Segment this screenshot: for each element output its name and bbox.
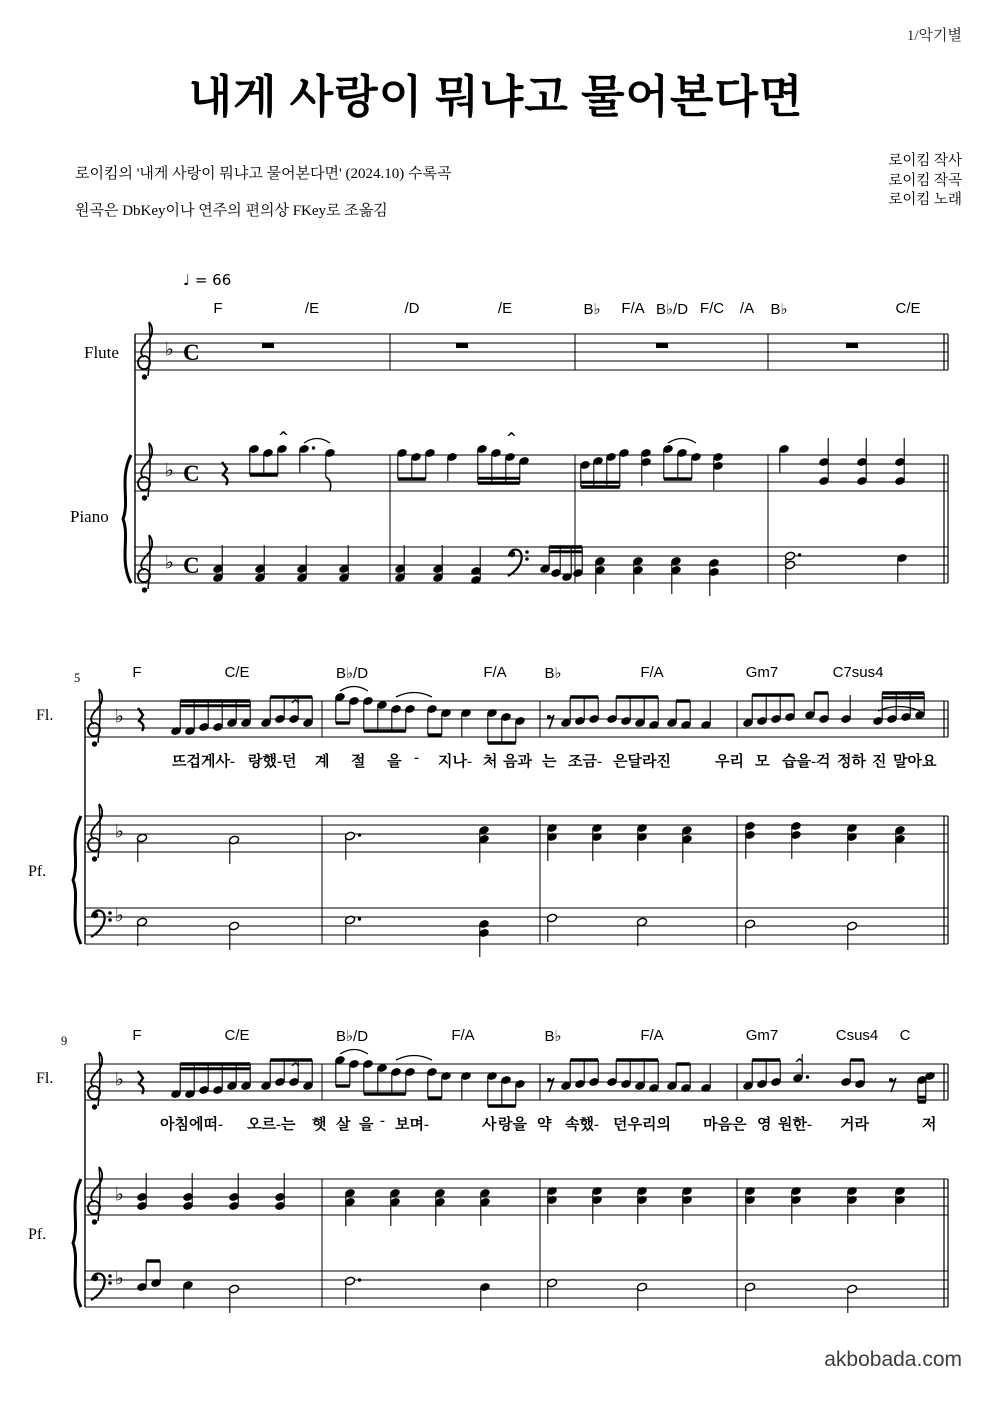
svg-text:♭: ♭ (115, 705, 124, 728)
bass-clef-icon (91, 1273, 112, 1300)
chord-symbol: F/A (483, 664, 507, 681)
lyric-syllable: - (380, 1113, 385, 1129)
system (123, 322, 948, 596)
flute-label: Fl. (36, 707, 54, 724)
bass-clef-icon (508, 549, 529, 576)
staff (135, 334, 948, 370)
lyric-syllable: 살 (336, 1117, 351, 1133)
lyric-syllable: 모 (755, 754, 770, 770)
staff (85, 1179, 948, 1215)
chord-symbol: /E (304, 300, 320, 317)
album-info-line: 로이킴의 '내게 사랑이 뭐냐고 물어본다면' (2024.10) 수록곡 (75, 166, 452, 182)
piano-label: Pf. (28, 1226, 47, 1243)
svg-text:♭: ♭ (115, 1267, 124, 1290)
piano-label: Piano (70, 507, 109, 526)
chord-symbol: /A (739, 300, 755, 317)
lyric-syllable: 랑했-던 (248, 754, 297, 770)
song-title: 내게 사랑이 뭐냐고 물어본다면 (188, 72, 804, 122)
measure-number: 5 (74, 671, 81, 685)
flat-sign (165, 552, 174, 574)
chord-symbol: /D (404, 300, 420, 317)
lyric-syllable: 사 (482, 1117, 497, 1133)
chord-symbol: C/E (895, 300, 921, 317)
svg-text:^: ^ (794, 1057, 805, 1072)
svg-text:C: C (183, 461, 200, 486)
lyric-syllable: 조금- (568, 754, 602, 770)
credit-singer: 로이킴 노래 (888, 192, 962, 208)
time-signature (183, 461, 200, 486)
time-signature (183, 553, 200, 578)
svg-text:^: ^ (290, 1061, 301, 1076)
svg-text:♭: ♭ (115, 1183, 124, 1206)
svg-text:♭: ♭ (165, 459, 174, 482)
lyric-syllable: 뜨겁게사- (172, 754, 235, 770)
flute-label: Flute (84, 343, 119, 362)
lyric-syllable: 저 (922, 1117, 937, 1133)
lyric-syllable: 보며- (395, 1117, 429, 1133)
chord-symbol: F (132, 1027, 142, 1044)
system (73, 687, 948, 958)
treble-clef-icon (88, 1052, 102, 1110)
chord-symbol: C7sus4 (832, 664, 884, 681)
chord-symbol: B♭/D (335, 1028, 369, 1045)
flat-sign (115, 905, 124, 927)
svg-text:^: ^ (506, 431, 517, 446)
lyric-syllable: 은달라진 (613, 754, 671, 770)
lyric-syllable: 원한- (778, 1117, 812, 1133)
chord-symbol: F/C (699, 300, 725, 317)
time-signature (183, 340, 200, 365)
tempo-marking: ♩ = 66 (183, 271, 232, 289)
lyric-syllable: 약 (537, 1117, 552, 1133)
treble-clef-icon (88, 1167, 102, 1225)
chord-symbol: C/E (224, 664, 250, 681)
chord-symbol: B♭ (544, 665, 562, 682)
lyric-syllable: 을 (387, 754, 402, 770)
page-indicator: 1/악기별 (906, 28, 962, 44)
lyric-syllable: 습을-걱 (782, 754, 831, 770)
lyric-syllable: 거라 (840, 1117, 869, 1133)
lyric-syllable: 음과 (503, 754, 532, 770)
staff (85, 908, 948, 944)
lyric-syllable: 처 (483, 754, 498, 770)
svg-text:♭: ♭ (165, 338, 174, 361)
piano-brace (123, 455, 131, 583)
flat-sign (115, 1268, 124, 1290)
treble-clef-icon (138, 322, 152, 380)
chord-symbol: /E (497, 300, 513, 317)
flat-sign (115, 1069, 124, 1091)
svg-text:♭: ♭ (115, 1068, 124, 1091)
piano-brace (73, 816, 81, 944)
chord-symbol: Gm7 (745, 664, 779, 681)
chord-symbol: B♭/D (655, 301, 689, 318)
lyric-syllable: 햇 (312, 1117, 327, 1133)
flute-label: Fl. (36, 1070, 54, 1087)
chord-symbol: F/A (640, 1027, 664, 1044)
chord-symbol: Gm7 (745, 1027, 779, 1044)
credit-composer: 로이킴 작곡 (888, 172, 962, 189)
svg-text:♭: ♭ (165, 551, 174, 574)
staff (85, 816, 948, 852)
chord-symbol: B♭ (544, 1028, 562, 1045)
lyric-syllable: 지나- (438, 754, 472, 770)
flat-sign (115, 821, 124, 843)
lyric-syllable: 절 (351, 754, 366, 770)
svg-text:^: ^ (290, 698, 301, 713)
lyric-syllable: 랑을 (498, 1117, 527, 1133)
lyric-syllable: 진 (872, 754, 887, 770)
lyric-syllable: - (414, 750, 419, 766)
lyric-syllable: 마음은 (703, 1117, 747, 1133)
measure-number: 9 (61, 1034, 68, 1048)
notes (212, 344, 907, 597)
staff (85, 1271, 948, 1307)
lyric-syllable: 을 (359, 1117, 374, 1133)
chord-symbol: Csus4 (835, 1027, 879, 1044)
lyric-syllable: 계 (315, 754, 330, 770)
lyric-syllable: 아침에떠- (160, 1117, 223, 1133)
credit-lyricist: 로이킴 작사 (888, 153, 962, 169)
lyric-syllable: 영 (757, 1117, 772, 1133)
chord-symbol: F/A (451, 1027, 475, 1044)
lyric-syllable: 오르-는 (247, 1117, 296, 1133)
flat-sign (115, 1184, 124, 1206)
lyric-syllable: 던우리의 (613, 1117, 671, 1133)
piano-brace (73, 1179, 81, 1307)
svg-text:^: ^ (278, 430, 289, 445)
lyric-syllable: 는 (542, 754, 557, 770)
key-transpose-line: 원곡은 DbKey이나 연주의 편의상 FKey로 조옮김 (75, 203, 388, 219)
treble-clef-icon (138, 535, 152, 593)
treble-clef-icon (138, 443, 152, 501)
notes (136, 1050, 935, 1314)
chord-symbol: B♭/D (335, 665, 369, 682)
system (73, 1050, 948, 1314)
lyric-syllable: 말아요 (893, 754, 937, 770)
treble-clef-icon (88, 689, 102, 747)
lyric-syllable: 정하 (837, 754, 866, 770)
chord-symbol: F (132, 664, 142, 681)
watermark: akbobada.com (824, 1348, 962, 1371)
lyric-syllable: 속했- (565, 1117, 599, 1133)
treble-clef-icon (88, 804, 102, 862)
flat-sign (165, 460, 174, 482)
bass-clef-icon (91, 910, 112, 937)
lyric-syllable: 우리 (715, 754, 744, 770)
chord-symbol: B♭ (770, 301, 788, 318)
flat-sign (165, 339, 174, 361)
notes (136, 687, 925, 958)
chord-symbol: F/A (640, 664, 664, 681)
chord-symbol: C/E (224, 1027, 250, 1044)
svg-text:♭: ♭ (115, 820, 124, 843)
piano-label: Pf. (28, 863, 47, 880)
svg-text:♭: ♭ (115, 904, 124, 927)
svg-text:C: C (183, 340, 200, 365)
chord-symbol: F/A (621, 300, 645, 317)
svg-text:C: C (183, 553, 200, 578)
chord-symbol: F (213, 300, 223, 317)
flat-sign (115, 706, 124, 728)
chord-symbol: B♭ (583, 301, 601, 318)
chord-symbol: C (899, 1027, 911, 1044)
